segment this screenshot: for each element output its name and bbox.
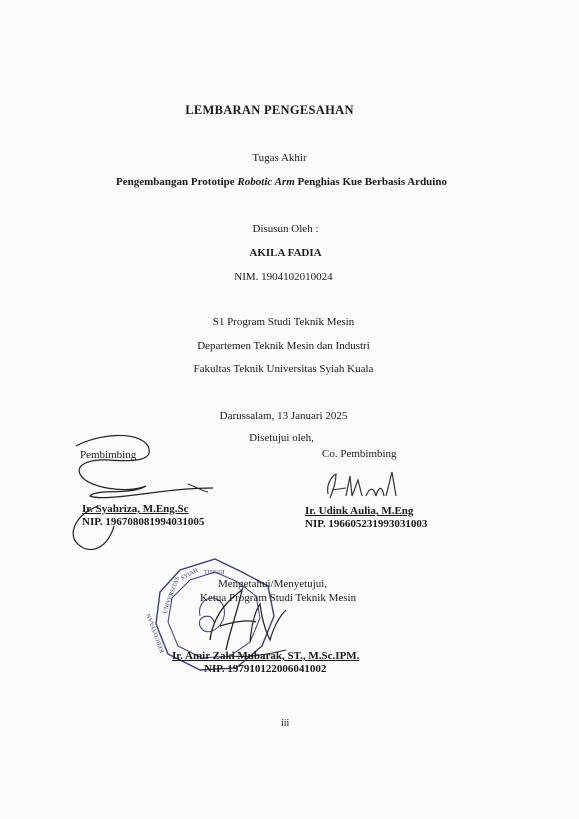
- thesis-title: [0, 176, 571, 188]
- svg-text:TINGGI: TINGGI: [204, 570, 225, 576]
- supervisor-signature: [68, 426, 238, 576]
- approved-by: Disetujui oleh,: [249, 432, 314, 444]
- page-number: iii: [281, 718, 290, 729]
- svg-text:KEBUDAYAAN: KEBUDAYAAN: [146, 612, 166, 654]
- supervisor-label: Pembimbing: [80, 449, 137, 461]
- co-supervisor-name: Ir. Udink Aulia, M.Eng: [305, 505, 414, 517]
- place-date: Darussalam, 13 Januari 2025: [219, 410, 348, 422]
- co-supervisor-nip: NIP. 196605231993031003: [305, 518, 428, 530]
- program: S1 Program Studi Teknik Mesin: [212, 316, 355, 328]
- page-title: LEMBARAN PENGESAHAN: [185, 103, 354, 117]
- supervisor-nip: NIP. 196708081994031005: [82, 516, 205, 528]
- head-name: Ir. Amir Zaki Mubarak, ST., M.Sc.IPM.: [172, 650, 360, 662]
- thesis-title-part1: Pengembangan Prototipe: [116, 176, 238, 188]
- faculty: Fakultas Teknik Universitas Syiah Kuala: [193, 363, 374, 375]
- head-approval-line: Mengetahui/Menyetujui,: [218, 578, 328, 590]
- head-nip: NIP. 197910122006041002: [204, 663, 327, 675]
- svg-text:UNIVERSITAS: UNIVERSITAS: [162, 576, 182, 615]
- department: Departemen Teknik Mesin dan Industri: [197, 340, 370, 352]
- document-type: Tugas Akhir: [252, 152, 307, 164]
- supervisor-name: Ir. Syahriza, M.Eng.Sc: [82, 503, 189, 515]
- thesis-title-part2: Penghias Kue Berbasis Arduino: [294, 176, 447, 188]
- author-nim: NIM. 1904102010024: [234, 271, 333, 283]
- thesis-title-italic: Robotic Arm: [237, 176, 295, 188]
- head-title-line: Ketua Program Studi Teknik Mesin: [200, 592, 357, 604]
- compiled-by-label: Disusun Oleh :: [252, 223, 319, 235]
- author-name: AKILA FADIA: [249, 247, 322, 259]
- svg-text:SYIAH: SYIAH: [180, 567, 200, 582]
- co-supervisor-label: Co. Pembimbing: [322, 448, 397, 460]
- co-supervisor-signature: [322, 466, 402, 506]
